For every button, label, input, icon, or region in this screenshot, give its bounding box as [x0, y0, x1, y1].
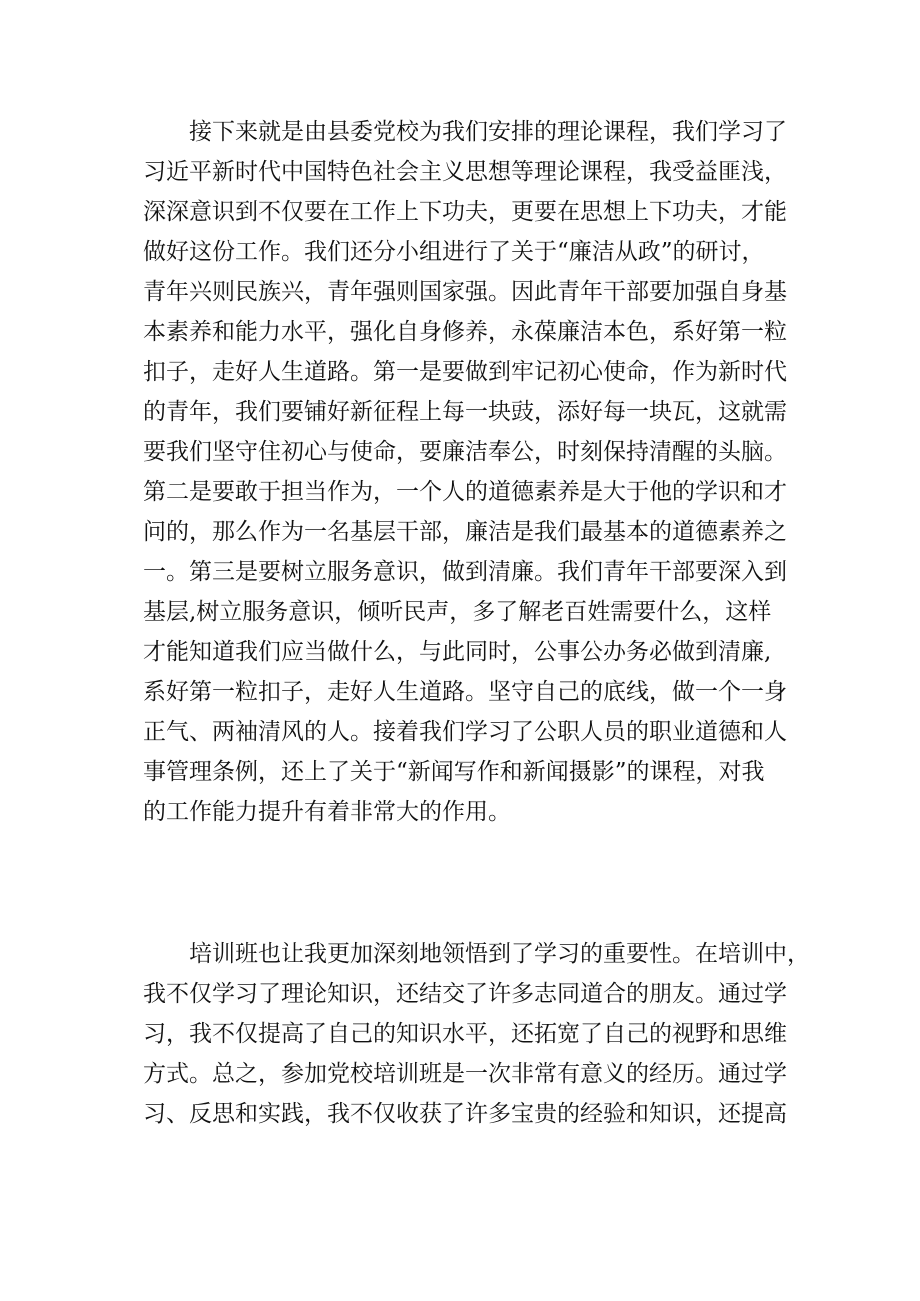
paragraph-line: 扣子，走好人生道路。第一是要做到牢记初心使命，作为新时代 [143, 359, 787, 385]
paragraph-line: 的工作能力提升有着非常大的作用。 [143, 799, 511, 825]
paragraph-line: 事管理条例，还上了关于“新闻写作和新闻摄影”的课程，对我 [143, 759, 765, 785]
paragraph-1 [143, 112, 803, 832]
paragraph-line: 习近平新时代中国特色社会主义思想等理论课程，我受益匪浅， [143, 159, 787, 185]
paragraph-line: 要我们坚守住初心与使命，要廉洁奉公，时刻保持清醒的头脑。 [143, 439, 787, 465]
paragraph-line: 习，我不仅提高了自己的知识水平，还拓宽了自己的视野和思维 [143, 1021, 787, 1047]
paragraph-line: 系好第一粒扣子，走好人生道路。坚守自己的底线，做一个一身 [143, 679, 787, 705]
paragraph-line: 深深意识到不仅要在工作上下功夫，更要在思想上下功夫，才能 [143, 199, 787, 225]
paragraph-line: 基层,树立服务意识，倾听民声，多了解老百姓需要什么，这样 [143, 599, 772, 625]
paragraph-line: 问的，那么作为一名基层干部，廉洁是我们最基本的道德素养之 [143, 519, 787, 545]
paragraph-line: 培训班也让我更加深刻地领悟到了学习的重要性。在培训中， [143, 941, 810, 967]
paragraph-line: 我不仅学习了理论知识，还结交了许多志同道合的朋友。通过学 [143, 981, 787, 1007]
paragraph-line: 接下来就是由县委党校为我们安排的理论课程，我们学习了 [143, 119, 787, 145]
paragraph-line: 一。第三是要树立服务意识，做到清廉。我们青年干部要深入到 [143, 559, 787, 585]
paragraph-line: 习、反思和实践，我不仅收获了许多宝贵的经验和知识，还提高 [143, 1101, 787, 1127]
paragraph-line: 才能知道我们应当做什么，与此同时，公事公办务必做到清廉, [143, 639, 772, 665]
paragraph-line: 正气、两袖清风的人。接着我们学习了公职人员的职业道德和人 [143, 719, 787, 745]
paragraph-line: 本素养和能力水平，强化自身修养，永葆廉洁本色，系好第一粒 [143, 319, 787, 345]
paragraph-2 [143, 934, 810, 1134]
paragraph-line: 做好这份工作。我们还分小组进行了关于“廉洁从政”的研讨， [143, 239, 765, 265]
paragraph-line: 青年兴则民族兴，青年强则国家强。因此青年干部要加强自身基 [143, 279, 787, 305]
paragraph-line: 的青年，我们要铺好新征程上每一块豉，添好每一块瓦，这就需 [143, 399, 787, 425]
paragraph-line: 第二是要敢于担当作为，一个人的道德素养是大于他的学识和才 [143, 479, 787, 505]
paragraph-line: 方式。总之，参加党校培训班是一次非常有意义的经历。通过学 [143, 1061, 787, 1087]
